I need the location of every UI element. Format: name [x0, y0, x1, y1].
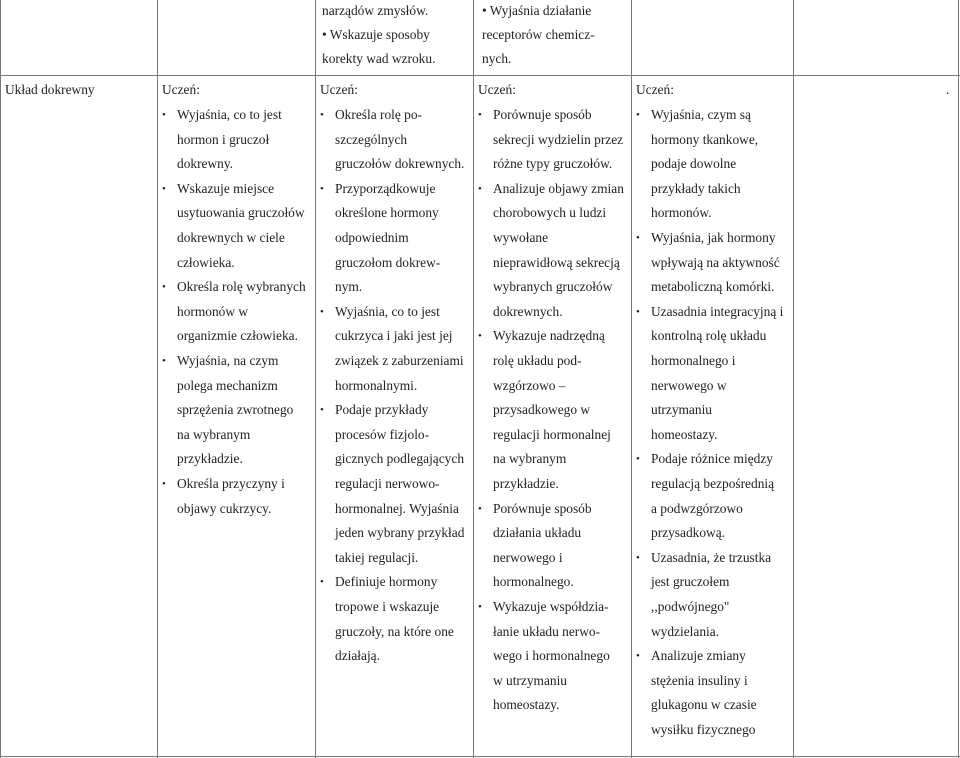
requirement-line: człowieka.: [177, 255, 235, 270]
top-row-text: • Wyjaśnia działanie: [482, 3, 592, 18]
requirement-item: Określa rolę po-: [335, 107, 423, 122]
requirement-line: związek z zaburzeniami: [335, 353, 464, 368]
requirement-line: sekrecji wydzielin przez: [493, 132, 624, 147]
bullet-icon: •: [320, 109, 324, 121]
row-divider: [0, 75, 960, 76]
requirement-line: określone hormony: [335, 205, 439, 220]
bullet-icon: •: [636, 306, 640, 318]
requirement-line: łanie układu nerwo-: [493, 624, 601, 639]
requirement-line: dokrewny.: [177, 156, 234, 171]
requirement-line: gicznych podlegających: [335, 451, 465, 466]
requirement-line: nerwowego i: [493, 550, 563, 565]
requirement-item: Wyjaśnia, jak hormony: [651, 230, 776, 245]
requirement-line: dokrewnych.: [493, 304, 563, 319]
requirement-line: podaje dowolne: [651, 156, 737, 171]
requirement-line: kontrolną rolę układu: [651, 328, 767, 343]
bullet-icon: •: [320, 183, 324, 195]
bullet-icon: •: [478, 109, 482, 121]
requirement-line: polega mechanizm: [177, 378, 278, 393]
bullet-icon: •: [636, 232, 640, 244]
bullet-icon: •: [320, 404, 324, 416]
bullet-icon: •: [636, 109, 640, 121]
requirement-line: wydzielania.: [651, 624, 720, 639]
grid-line: [793, 0, 794, 758]
requirement-line: homeostazy.: [651, 427, 718, 442]
requirement-line: tropowe i wskazuje: [335, 599, 440, 614]
bullet-icon: •: [478, 183, 482, 195]
requirement-line: wybranych gruczołów: [493, 279, 613, 294]
bullet-icon: •: [320, 576, 324, 588]
requirement-line: objawy cukrzycy.: [177, 501, 272, 516]
requirement-item: Uzasadnia integracyjną i: [651, 304, 784, 319]
requirement-line: hormonalnej. Wyjaśnia: [335, 501, 459, 516]
bullet-icon: •: [162, 281, 166, 293]
requirement-line: hormony tkankowe,: [651, 132, 759, 147]
requirement-line: regulacji hormonalnej: [493, 427, 611, 442]
requirement-line: gruczołów dokrewnych.: [335, 156, 465, 171]
requirement-item: Analizuje objawy zmian: [493, 181, 624, 196]
requirement-item: Wskazuje miejsce: [177, 181, 275, 196]
grid-line: [157, 0, 158, 758]
grid-line: [631, 0, 632, 758]
requirement-line: przysadkową.: [651, 525, 725, 540]
bullet-icon: •: [636, 650, 640, 662]
requirement-line: usytuowania gruczołów: [177, 205, 305, 220]
requirement-line: ,,podwójnego": [651, 599, 730, 614]
bullet-icon: •: [320, 306, 324, 318]
requirement-item: Podaje różnice między: [651, 451, 773, 466]
requirement-item: Wykazuje nadrzędną: [493, 328, 605, 343]
requirement-line: przykładzie.: [177, 451, 243, 466]
bullet-icon: •: [162, 355, 166, 367]
column-header: Uczeń:: [320, 82, 358, 97]
bullet-icon: •: [636, 453, 640, 465]
requirement-item: Wyjaśnia, co to jest: [177, 107, 282, 122]
requirement-line: gruczołom dokrew-: [335, 255, 441, 270]
requirement-line: na wybranym: [177, 427, 251, 442]
bullet-icon: •: [478, 330, 482, 342]
requirement-line: nerwowego w: [651, 378, 727, 393]
grid-line: [0, 0, 1, 758]
requirement-line: cukrzyca i jaki jest jej: [335, 328, 453, 343]
requirement-line: przykłady takich: [651, 181, 741, 196]
column-header: Uczeń:: [162, 82, 200, 97]
requirement-item: Wyjaśnia, na czym: [177, 353, 279, 368]
requirement-line: regulacją bezpośrednią: [651, 476, 775, 491]
top-row-text: receptorów chemicz-: [482, 27, 595, 42]
requirement-item: Określa przyczyny i: [177, 476, 285, 491]
requirement-line: jeden wybrany przykład: [335, 525, 465, 540]
requirement-item: Definiuje hormony: [335, 574, 438, 589]
requirement-line: organizmie człowieka.: [177, 328, 298, 343]
grid-line: [958, 0, 959, 758]
requirement-line: wywołane: [493, 230, 549, 245]
requirement-line: hormon i gruczoł: [177, 132, 270, 147]
grid-line: [473, 0, 474, 758]
top-row-text: nych.: [482, 51, 512, 66]
requirement-line: przykładzie.: [493, 476, 559, 491]
requirement-line: gruczoły, na które one: [335, 624, 454, 639]
bullet-icon: •: [636, 552, 640, 564]
bullet-icon: •: [162, 183, 166, 195]
requirement-line: hormonalnego i: [651, 353, 736, 368]
grid-line: [315, 0, 316, 758]
requirement-line: wpływają na aktywność: [651, 255, 780, 270]
requirement-line: a podwzgórzowo: [651, 501, 743, 516]
requirement-line: wego i hormonalnego: [493, 648, 610, 663]
requirement-line: chorobowych u ludzi: [493, 205, 607, 220]
requirement-line: hormonów.: [651, 205, 712, 220]
requirement-item: Uzasadnia, że trzustka: [651, 550, 772, 565]
bullet-icon: •: [478, 601, 482, 613]
section-title: Układ dokrewny: [5, 82, 95, 97]
requirement-line: nym.: [335, 279, 363, 294]
requirement-line: na wybranym: [493, 451, 567, 466]
requirement-line: regulacji nerwowo-: [335, 476, 440, 491]
requirement-line: stężenia insuliny i: [651, 673, 748, 688]
requirement-line: utrzymaniu: [651, 402, 712, 417]
top-row-text: korekty wad wzroku.: [322, 51, 436, 66]
top-row-text: narządów zmysłów.: [322, 3, 429, 18]
requirement-line: takiej regulacji.: [335, 550, 419, 565]
requirement-line: jest gruczołem: [651, 574, 730, 589]
requirement-line: w utrzymaniu: [493, 673, 568, 688]
requirement-line: działania układu: [493, 525, 582, 540]
requirement-line: dokrewnych w ciele: [177, 230, 285, 245]
requirement-line: hormonów w: [177, 304, 249, 319]
requirement-line: hormonalnymi.: [335, 378, 418, 393]
bullet-icon: •: [162, 109, 166, 121]
requirement-item: Porównuje sposób: [493, 107, 592, 122]
requirement-item: Wyjaśnia, czym są: [651, 107, 751, 122]
requirement-line: wysiłku fizycznego: [651, 722, 756, 737]
requirement-item: Przyporządkowuje: [335, 181, 436, 196]
requirement-item: Określa rolę wybranych: [177, 279, 306, 294]
requirement-line: nieprawidłową sekrecją: [493, 255, 620, 270]
requirement-item: Porównuje sposób: [493, 501, 592, 516]
bullet-icon: •: [162, 478, 166, 490]
top-row-text: • Wskazuje sposoby: [322, 27, 430, 42]
requirement-item: Podaje przykłady: [335, 402, 429, 417]
trailing-mark: .: [946, 82, 950, 97]
row-divider: [0, 756, 960, 757]
requirement-line: homeostazy.: [493, 697, 560, 712]
requirement-item: Analizuje zmiany: [651, 648, 746, 663]
column-header: Uczeń:: [636, 82, 674, 97]
requirement-line: szczególnych: [335, 132, 408, 147]
requirement-line: metaboliczną komórki.: [651, 279, 775, 294]
requirement-item: Wykazuje współdzia-: [493, 599, 609, 614]
requirement-line: działają.: [335, 648, 380, 663]
requirement-line: odpowiednim: [335, 230, 409, 245]
requirement-line: glukagonu w czasie: [651, 697, 757, 712]
column-header: Uczeń:: [478, 82, 516, 97]
requirement-line: przysadkowego w: [493, 402, 591, 417]
requirement-line: rolę układu pod-: [493, 353, 582, 368]
requirement-line: wzgórzowo –: [493, 378, 566, 393]
requirement-line: różne typy gruczołów.: [493, 156, 613, 171]
requirement-line: hormonalnego.: [493, 574, 574, 589]
requirement-line: sprzężenia zwrotnego: [177, 402, 294, 417]
bullet-icon: •: [478, 503, 482, 515]
requirement-item: Wyjaśnia, co to jest: [335, 304, 440, 319]
requirement-line: procesów fizjolo-: [335, 427, 430, 442]
